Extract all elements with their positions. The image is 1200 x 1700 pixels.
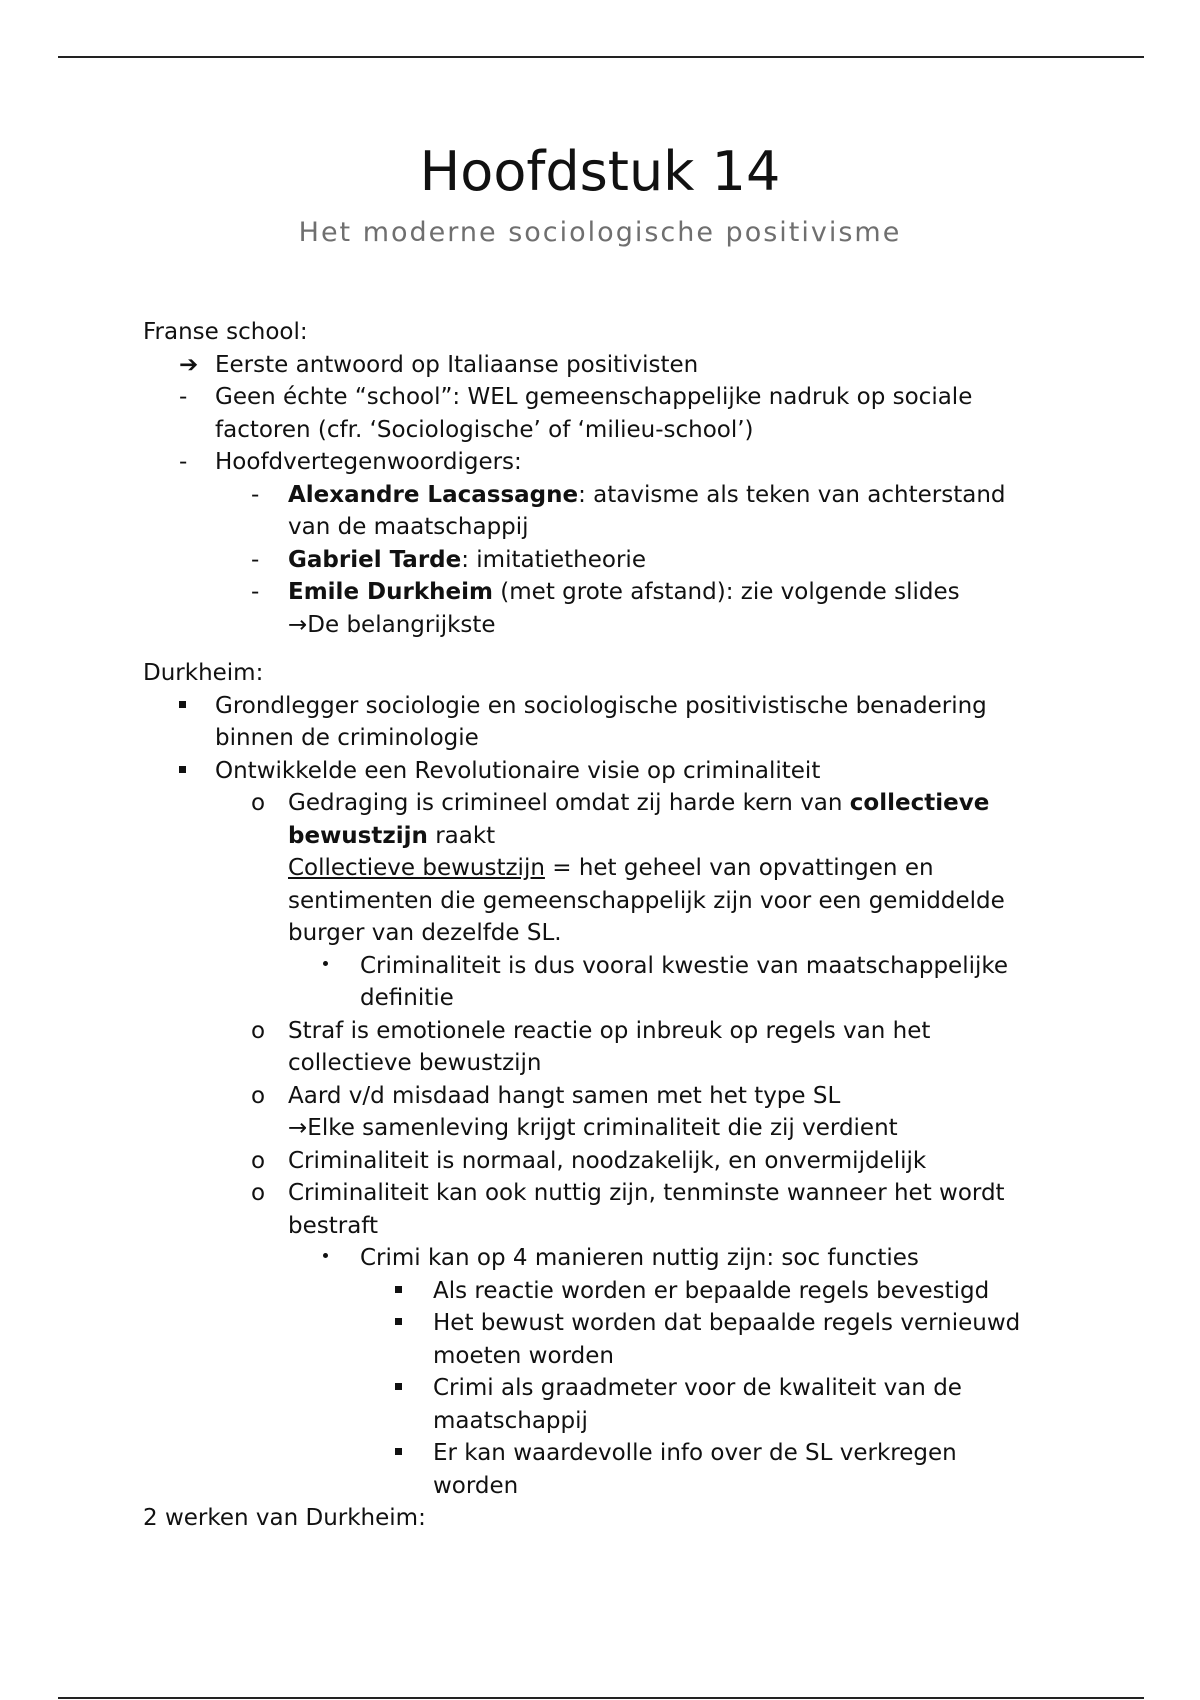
square-bullet-icon xyxy=(395,1372,425,1405)
representative-item: - Emile Durkheim (met grote afstand): zie volgende slides xyxy=(143,576,1063,609)
dash-bullet: - xyxy=(251,579,260,605)
list-item: o Criminaliteit kan ook nuttig zijn, tenminste wanneer het wordt xyxy=(143,1177,1063,1210)
list-item-continuation: worden xyxy=(433,1472,519,1499)
circle-bullet: o xyxy=(251,790,266,816)
list-item-continuation: →Elke samenleving krijgt criminaliteit die zij verdient xyxy=(288,1115,898,1141)
list-item-continuation: collectieve bewustzijn xyxy=(288,1050,542,1076)
list-item-continuation: moeten worden xyxy=(433,1342,614,1369)
list-item-continuation: maatschappij xyxy=(433,1407,588,1434)
list-item-continuation: sentimenten die gemeenschappelijk zijn voor een gemiddelde xyxy=(288,887,1005,914)
representative-item: - Gabriel Tarde: imitatietheorie xyxy=(143,544,1063,577)
list-item: Als reactie worden er bepaalde regels bevestigd xyxy=(143,1275,1063,1308)
definition-term: Collectieve bewustzijn xyxy=(288,855,545,881)
square-bullet-icon xyxy=(179,690,209,723)
dash-bullet: - xyxy=(251,481,260,508)
square-bullet-icon xyxy=(395,1307,425,1340)
list-item: Grondlegger sociologie en sociologische positivistische benadering xyxy=(143,690,1063,723)
representative-item: - Alexandre Lacassagne: atavisme als teken van achterstand xyxy=(143,479,1063,512)
list-item: Het bewust worden dat bepaalde regels vernieuwd xyxy=(143,1307,1063,1340)
section-heading-werken: 2 werken van Durkheim: xyxy=(143,1505,426,1531)
list-item: Criminaliteit is dus vooral kwestie van maatschappelijke xyxy=(143,950,1063,983)
document-body xyxy=(143,316,1063,1535)
page-subtitle: Het moderne sociologische positivisme xyxy=(298,217,902,248)
section-heading-franse: Franse school: xyxy=(143,319,308,345)
circle-bullet: o xyxy=(251,1147,266,1174)
list-item: Crimi als graadmeter voor de kwaliteit van de xyxy=(143,1372,1063,1405)
arrow-icon: → xyxy=(288,611,308,638)
square-bullet-icon xyxy=(395,1437,425,1470)
list-item: ➔ Eerste antwoord op Italiaanse positivisten xyxy=(143,349,1063,382)
list-item-continuation: van de maatschappij xyxy=(288,514,529,540)
list-item: - Geen échte “school”: WEL gemeenschappelijke nadruk op sociale xyxy=(143,381,1063,414)
list-item: Crimi kan op 4 manieren nuttig zijn: soc functies xyxy=(143,1242,1063,1275)
bottom-rule xyxy=(58,1697,1144,1699)
dot-bullet-icon xyxy=(323,1242,353,1275)
dash-bullet: - xyxy=(179,384,188,410)
arrow-icon: → xyxy=(288,1115,308,1141)
list-item: - Hoofdvertegenwoordigers: xyxy=(143,446,1063,479)
list-item-continuation: →De belangrijkste xyxy=(288,611,496,638)
square-bullet-icon xyxy=(395,1275,425,1308)
dash-bullet: - xyxy=(179,449,188,475)
list-item: Ontwikkelde een Revolutionaire visie op criminaliteit xyxy=(143,755,1063,788)
list-item-continuation: binnen de criminologie xyxy=(215,725,479,751)
list-item-continuation: burger van dezelfde SL. xyxy=(288,920,562,946)
dash-bullet: - xyxy=(251,546,260,573)
circle-bullet: o xyxy=(251,1082,266,1109)
list-item-continuation: bestraft xyxy=(288,1212,379,1239)
list-item-continuation: bewustzijn raakt xyxy=(288,822,496,849)
definition-line: Collectieve bewustzijn = het geheel van opvattingen en xyxy=(288,855,934,881)
list-item-continuation: factoren (cfr. ‘Sociologische’ of ‘milieu-school’) xyxy=(215,416,754,443)
list-item: o Criminaliteit is normaal, noodzakelijk, en onvermijdelijk xyxy=(143,1145,1063,1178)
square-bullet-icon xyxy=(179,755,209,788)
top-rule xyxy=(58,56,1144,58)
list-item: o Gedraging is crimineel omdat zij harde kern van collectieve xyxy=(143,787,1063,820)
dot-bullet-icon xyxy=(323,950,353,983)
section-heading-durkheim: Durkheim: xyxy=(143,660,264,686)
circle-bullet: o xyxy=(251,1180,266,1206)
list-item: o Straf is emotionele reactie op inbreuk op regels van het xyxy=(143,1015,1063,1048)
list-item-continuation: definitie xyxy=(360,985,454,1011)
page-title: Hoofdstuk 14 xyxy=(419,140,781,203)
circle-bullet: o xyxy=(251,1017,266,1044)
arrow-icon: ➔ xyxy=(179,351,199,378)
list-item: Er kan waardevolle info over de SL verkregen xyxy=(143,1437,1063,1470)
list-item: o Aard v/d misdaad hangt samen met het type SL xyxy=(143,1080,1063,1113)
